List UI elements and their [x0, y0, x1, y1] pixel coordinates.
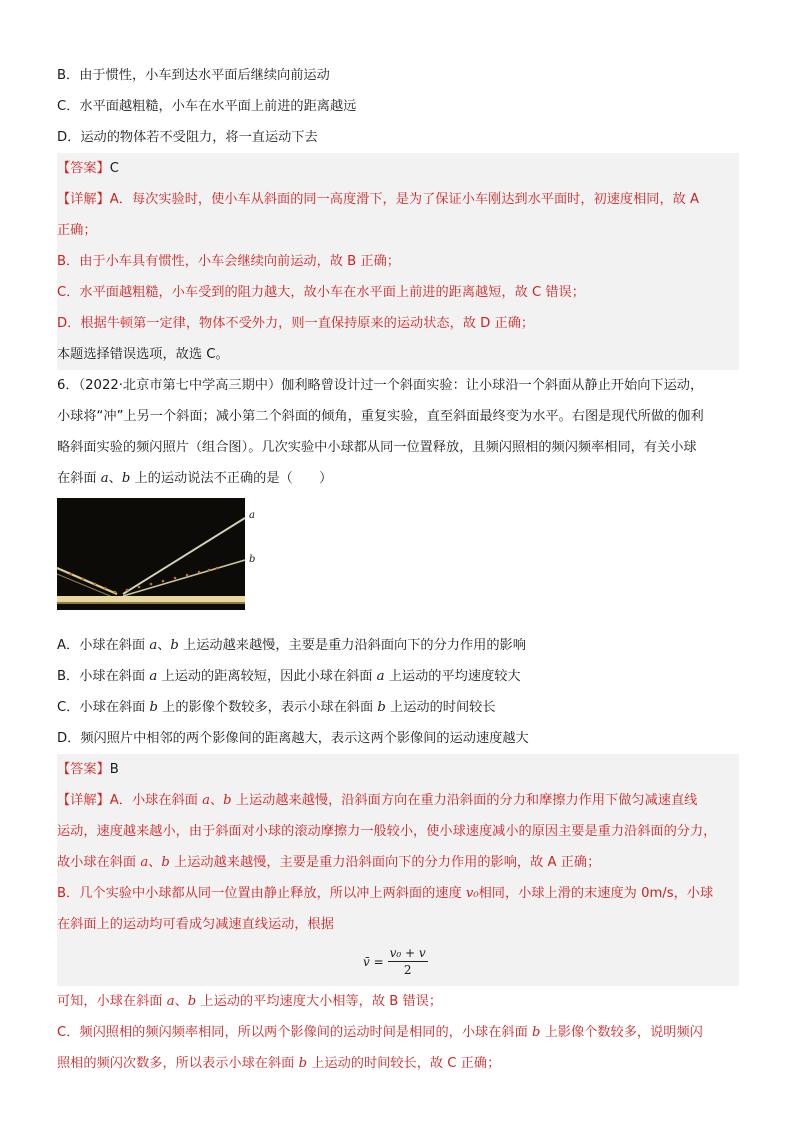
strobe-photo	[57, 498, 245, 610]
q6-detail-a-1: 【详解】A．小球在斜面 a、b 上运动越来越慢，沿斜面方向在重力沿斜面的分力和摩擦力作用下做匀减速直线	[57, 793, 698, 808]
photo-label-a: a	[249, 510, 255, 521]
formula-lhs: v̄ =	[363, 954, 384, 969]
detail-a-line-2: 正确；	[57, 223, 97, 238]
detail-b-line: B．由于小车具有惯性，小车会继续向前运动，故 B 正确；	[57, 254, 400, 269]
q6-detail-a-2: 运动，速度越来越小，由于斜面对小球的滚动摩擦力一般较小，使小球速度减小的原因主要是重力沿斜面的分力，	[57, 824, 717, 839]
detail-a-line-1: 【详解】A．每次实验时，使小车从斜面的同一高度滑下，是为了保证小车刚达到水平面时，初速度相同，故 A	[57, 192, 700, 207]
average-velocity-formula	[57, 940, 739, 986]
q6-detail-c-1: C．频闪照相的频闪频率相同，所以两个影像间的运动时间是相同的，小球在斜面 b 上影像个数较多，说明频闪	[57, 1025, 703, 1040]
answer-line	[57, 153, 739, 184]
answer-block-1	[57, 153, 739, 370]
answer-value: C	[109, 161, 119, 176]
document-page	[57, 60, 739, 1079]
option-d: D．运动的物体若不受阻力，将一直运动下去	[57, 130, 318, 145]
detail-tag: 【详解】	[57, 192, 110, 207]
detail-d-line: D．根据牛顿第一定律，物体不受外力，则一直保持原来的运动状态，故 D 正确；	[57, 316, 535, 331]
q6-option-b: B．小球在斜面 a 上运动的距离较短，因此小球在斜面 a 上运动的平均速度较大	[57, 669, 521, 684]
q6-detail-b-2: 在斜面上的运动均可看成匀减速直线运动，根据	[57, 917, 334, 932]
q6-option-c: C．小球在斜面 b 上的影像个数较多，表示小球在斜面 b 上运动的时间较长	[57, 700, 496, 715]
formula-fraction: $\frac{\text{v₀ + v}}{2}$	[389, 946, 426, 977]
detail-c-line: C．水平面越粗糙，小车受到的阻力越大，故小车在水平面上前进的距离越短，故 C 错误；	[57, 285, 585, 300]
option-c: C．水平面越粗糙，小车在水平面上前进的距离越远	[57, 99, 357, 114]
strobe-photo-figure	[57, 498, 739, 626]
photo-label-b: b	[249, 554, 256, 565]
question-6-stem-3: 略斜面实验的频闪照片（组合图）。几次实验中小球都从同一位置释放，且频闪照相的频闪频率相同，有关小球	[57, 440, 697, 455]
answer-line-2: 【答案】B	[57, 762, 119, 777]
q6-detail-b-1: B．几个实验中小球都从同一位置由静止释放，所以冲上两斜面的速度 v₀相同，小球上滑的末速度为 0m/s，小球	[57, 886, 714, 901]
answer-tag: 【答案】	[57, 161, 110, 176]
q6-detail-b-3: 可知，小球在斜面 a、b 上运动的平均速度大小相等，故 B 错误；	[57, 994, 443, 1009]
question-6-stem-1: 6．（2022·北京市第七中学高三期中）伽利略曾设计过一个斜面实验：让小球沿一个斜面从静止开始向下运动，	[57, 378, 704, 393]
q6-detail-a-3: 故小球在斜面 a、b 上运动越来越慢，主要是重力沿斜面向下的分力作用的影响，故 A 正确；	[57, 855, 601, 870]
conclusion-line: 本题选择错误选项，故选 C。	[57, 347, 229, 362]
option-b: B．由于惯性，小车到达水平面后继续向前运动	[57, 68, 330, 83]
question-6-stem-4: 在斜面 a、b 上的运动说法不正确的是（ ）	[57, 471, 333, 486]
q6-option-a: A．小球在斜面 a、b 上运动越来越慢，主要是重力沿斜面向下的分力作用的影响	[57, 638, 526, 653]
question-6-stem-2: 小球将“冲”上另一个斜面；减小第二个斜面的倾角，重复实验，直至斜面最终变为水平。右图是现代所做的伽利	[57, 409, 704, 424]
answer-block-2	[57, 754, 739, 986]
q6-detail-c-2: 照相的频闪次数多，所以表示小球在斜面 b 上运动的时间较长，故 C 正确；	[57, 1056, 501, 1071]
q6-option-d: D．频闪照片中相邻的两个影像间的距离越大，表示这两个影像间的运动速度越大	[57, 731, 529, 746]
